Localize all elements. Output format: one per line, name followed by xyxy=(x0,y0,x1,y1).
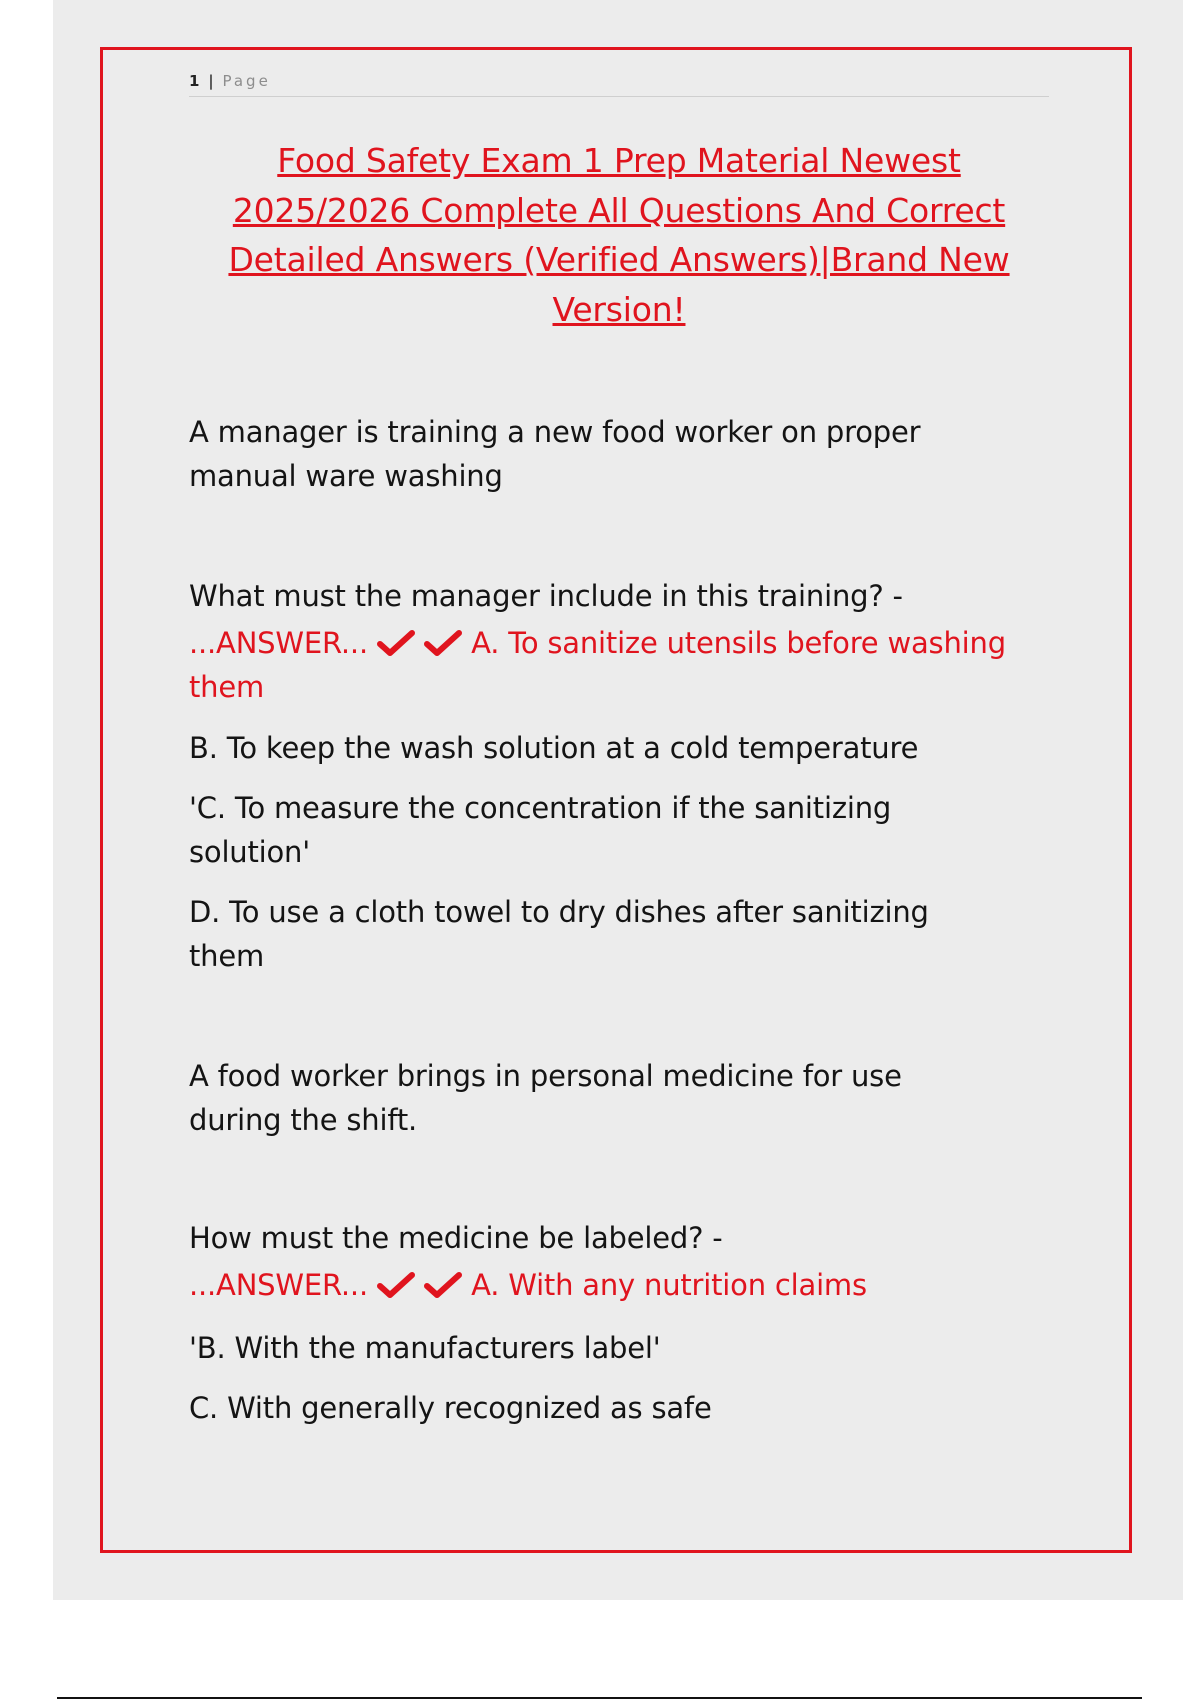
question-1-option-b: B. To keep the wash solution at a cold temperature xyxy=(189,731,919,765)
footer-divider xyxy=(57,1697,1142,1699)
document-title: Food Safety Exam 1 Prep Material Newest 2025/2026 Complete All Questions And Correct Detailed Answers (Verified Answers)|Brand New Version! xyxy=(228,141,1010,329)
question-1-block xyxy=(189,574,1059,709)
question-1-answer xyxy=(189,621,1059,709)
question-2-option-b: 'B. With the manufacturers label' xyxy=(189,1331,661,1365)
page-header xyxy=(189,70,1049,97)
question-1-prompt: What must the manager include in this training? - xyxy=(189,579,903,613)
answer-marker: ...ANSWER... xyxy=(189,626,368,660)
question-1-option-d: D. To use a cloth towel to dry dishes after sanitizing them xyxy=(189,895,929,973)
question-1-scenario: A manager is training a new food worker on proper manual ware washing xyxy=(189,415,921,493)
checkmark-icon xyxy=(424,629,462,657)
question-2-block xyxy=(189,1216,1059,1307)
answer-marker: ...ANSWER... xyxy=(189,1268,368,1302)
checkmark-icon xyxy=(377,629,415,657)
question-2-answer xyxy=(189,1263,1059,1307)
page-separator: | xyxy=(208,72,215,90)
answer-text: A. With any nutrition claims xyxy=(471,1268,867,1302)
question-2-scenario: A food worker brings in personal medicine for use during the shift. xyxy=(189,1059,902,1137)
checkmark-icon xyxy=(377,1271,415,1299)
question-2-option-c: C. With generally recognized as safe xyxy=(189,1391,712,1425)
page-number: 1 xyxy=(189,72,201,90)
question-1-option-c: 'C. To measure the concentration if the sanitizing solution' xyxy=(189,791,892,869)
question-2-prompt: How must the medicine be labeled? - xyxy=(189,1221,723,1255)
page-label: Page xyxy=(222,72,271,90)
answer-text: A. To sanitize utensils before washing them xyxy=(189,626,1006,704)
checkmark-icon xyxy=(424,1271,462,1299)
